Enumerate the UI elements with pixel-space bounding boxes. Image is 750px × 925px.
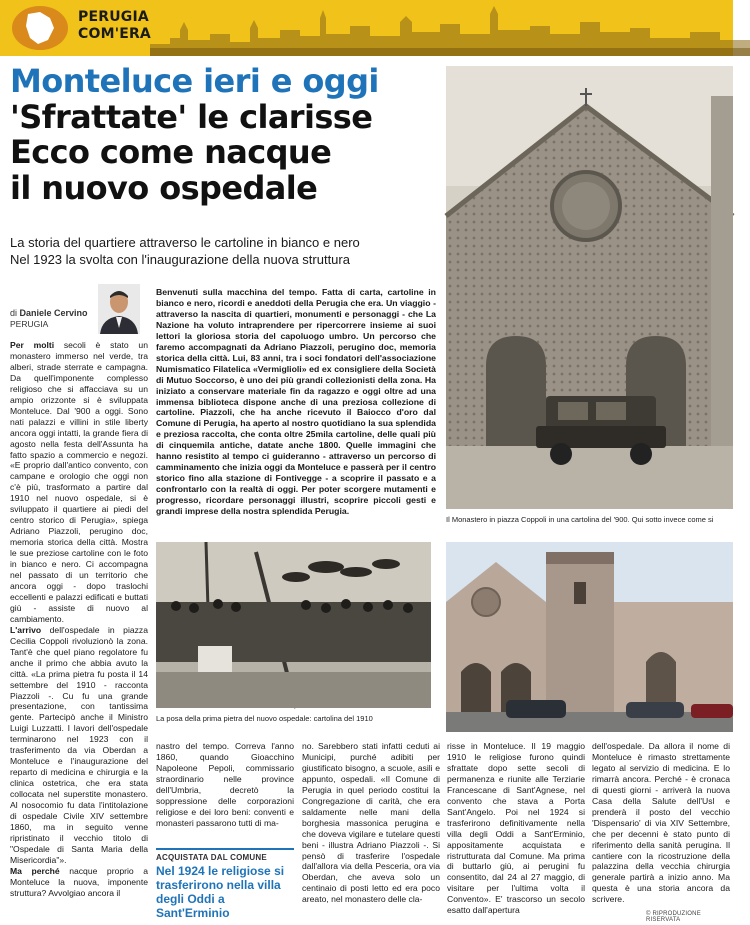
article-column-a: nastro del tempo. Correva l'anno 1860, quando Gioacchino Napoleone Pepoli, commissario straordinario nelle province dell'Umbria, decretò la soppressione delle corporazioni religiose e dei loro beni: conventi e monasteri passarono tutti di ma-: [156, 741, 294, 828]
article-column-left: [10, 340, 148, 900]
author-photo: [98, 284, 140, 334]
left-col-paragraph-1: secoli è stato un monastero immerso nel verde, tra alberi, strade sterrate e campagna. Da quell'imponente complesso religioso che si affacciava su un ampio orizzonte si è sviluppata Monteluce. Dal '900 a oggi. Sono nati palazzi e villini in stile liberty ancora oggi intatti, la grande fiera di agosto nella festa dell'Assunta ha fatto spazio a commercio e negozi. «E proprio dall'antico convento, con campane e orologio che oggi non c'è più, trasformato a partire dal 1910 nel nuovo ospedale, si è sviluppato il quartiere ai piedi del centro storico di Perugia», spiega Adriano Piazzoli, perugino doc, memoria storica della città. Mostra le sue preziose cartoline con le foto in bianco e nero. Ci accompagna nel passato di un territorio che ancora oggi - dopo traslochi eccellenti e palazzi edificati e buttati giù - assiste di nuovo al cambiamento.: [10, 340, 148, 624]
byline-city: PERUGIA: [10, 319, 49, 329]
headline-line-1: Monteluce ieri e oggi: [10, 62, 379, 100]
caption-monastery: Il Monastero in piazza Coppoli in una cartolina del '900. Qui sotto invece come si: [446, 515, 714, 524]
lead-word: Per molti: [10, 340, 55, 350]
headline-line-2: 'Sfrattate' le clarisse: [10, 97, 373, 136]
subheadline: [10, 234, 435, 268]
umbria-map-logo: [10, 4, 70, 52]
article-column-c: risse in Monteluce. Il 19 maggio 1910 le religiose furono quindi sfrattate dopo sette secoli di permanenza e riunite alle Terziarie Francescane di Sant'Agnese, nel convento che stava a Porta Sant'Angelo. Poi nel 1924 si trasferirono definitivamente nella villa degli Oddi a Sant'Erminio, appositamente acquistata e ristrutturata dal Comune. Ma prima di buttarlo giù, ai perugini fu consentito, dal 24 al 27 maggio, di visitare per l'ultima volta il Convento». E' trascorso un secolo esatto dall'apertura: [447, 741, 585, 916]
headline-line-4: il nuovo ospedale: [10, 168, 318, 207]
subhead-line-2: Nel 1923 la svolta con l'inaugurazione della nuova struttura: [10, 252, 350, 267]
headline: [10, 64, 430, 206]
section-name: PERUGIA COM'ERA: [78, 9, 151, 42]
monastery-illustration: [446, 66, 733, 509]
byline: [10, 308, 88, 318]
left-col-paragraph-2: dell'ospedale in piazza Cecilia Coppoli rivoluzionò la zona. Tant'è che quel piano regolatore fu anche il primo che abbia avuto la città. «La prima pietra fu posta il 14 settembre del 1910 - racconta Piazzoli -. Cu fu una grande presentazione, con tantissima gente. Partecipò anche il Ministro Luigi Luzzatti. I lavori dell'ospedale terminarono nel 1923 con il trasferimento da via Oberdan a Monteluce e l'inaugurazione del reparto di medicina e chirurgia e la clinica ostetrica, che era stata collocata nel superstite monastero. Al nosocomio fu data l'intitolazione di ospedale Civile XIV settembre 1860, ma in seguito venne ripristinato il vecchio titolo di "Ospedale di Santa Maria della Misericordia"».: [10, 624, 148, 865]
photo-ceremony-postcard: [156, 542, 431, 708]
copyright-notice: © RIPRODUZIONE RISERVATA: [646, 911, 701, 923]
lead-word-2: L'arrivo: [10, 624, 42, 635]
headline-line-3: Ecco come nacque: [10, 133, 332, 171]
byline-name: Daniele Cervino: [19, 308, 88, 318]
city-skyline-illustration: [150, 0, 750, 56]
photo-monteluce-today: [446, 542, 733, 732]
box-kicker: ACQUISTATA DAL COMUNE: [156, 853, 267, 862]
article-intro: Benvenuti sulla macchina del tempo. Fatta di carta, cartoline in bianco e nero, ricordi e aneddoti della Perugia che era. Un viaggio - attraverso la nascita di quartieri, monumenti e personaggi - che La Nazione ha voluto intraprendere per ripercorrere insieme ai suoi lettori la gloriosa storia del capoluogo umbro. Un percorso che faremo accompagnati da Adriano Piazzoli, perugino doc, memoria storica della città. Lui, 83 anni, tra i soci fondatori dell'associazione Numismatico Filatelica «Vermiglioli» ed ex consigliere della Società di Mutuo Soccorso, è uno dei più grandi collezionisti della zona. Ha iniziato a conservare materiale fin da ragazzo e oggi oltre ad una immensa biblioteca dispone anche di una preziosa collezione di cartoline. Piazzoli, che ha anche ricevuto il Baiocco d'oro dal Comune di Perugia, ha aperto al nostro quotidiano la sua splendida e preziosa raccolta, che conta oltre 25mila cartoline, delle quali più di cinquemila antiche, datate anche 1800. Quelle immagini che hanno resistito al tempo ci guideranno - attraverso un percorso di camminamento che inizia oggi da Monteluce e passerà per il centro storico fino alla stazione di Fontivegge - a scoprire il passato e a confrontarlo con la realtà di oggi. Per poter scorgere mutamenti e progresso, ricordare personaggi illustri, scoprire piccoli gesti e grandi imprese della nostra splendida Perugia.: [156, 287, 436, 517]
photo-monastery-postcard: [446, 66, 733, 509]
hospital-today-illustration: [446, 542, 733, 732]
subhead-line-1: La storia del quartiere attraverso le cartoline in bianco e nero: [10, 235, 360, 250]
byline-prefix: di: [10, 308, 20, 318]
box-title: Nel 1924 le religiose si trasferirono nella villa degli Oddi a Sant'Erminio: [156, 864, 285, 920]
caption-ceremony: La posa della prima pietra del nuovo ospedale: cartolina del 1910: [156, 714, 373, 723]
article-column-d: dell'ospedale. Da allora il nome di Monteluce è rimasto strettamente legato al servizio di medicina. E lo rimarrà ancora. Perché - è cronaca di questi giorni - arriverà la nuova Casa della Salute dell'Usl e prenderà il posto del vecchio 'Dispensario' di via XIV Settembre, che per decenni è stato punto di riferimento della sanità perugina. Il cantiere con la ricostruzione della palazzina della vecchia chirurgia generale partirà a inizio anno. Ma questa è una storia ancora da scrivere.: [592, 741, 730, 905]
left-col-paragraph-3: nacque proprio a Monteluce la nuova, imponente struttura? Avvolgiao ancora il: [10, 865, 148, 898]
lead-word-3: Ma perché: [10, 865, 60, 876]
article-column-b: no. Sarebbero stati infatti ceduti ai Municipi, purché adibiti per giustificato bisogno, a scuole, asili e appunto, ospedali. «Il Comune di Perugia in quel periodo costitui la Congregazione di carità, che era saldamente nelle mani della borghesia massonica perugina e che doveva vigilare e tutelare questi beni - illustra Adriano Piazzoli -. Si pensò di trasferire l'ospedale dall'allora via della Pesceria, ora via Oberdan, che aveva solo un centinaio di posti letto ed era poco areato, nel monastero delle cla-: [302, 741, 440, 905]
section-header-band: [0, 0, 733, 56]
box-rule: [156, 848, 294, 850]
ceremony-illustration: [156, 542, 431, 708]
